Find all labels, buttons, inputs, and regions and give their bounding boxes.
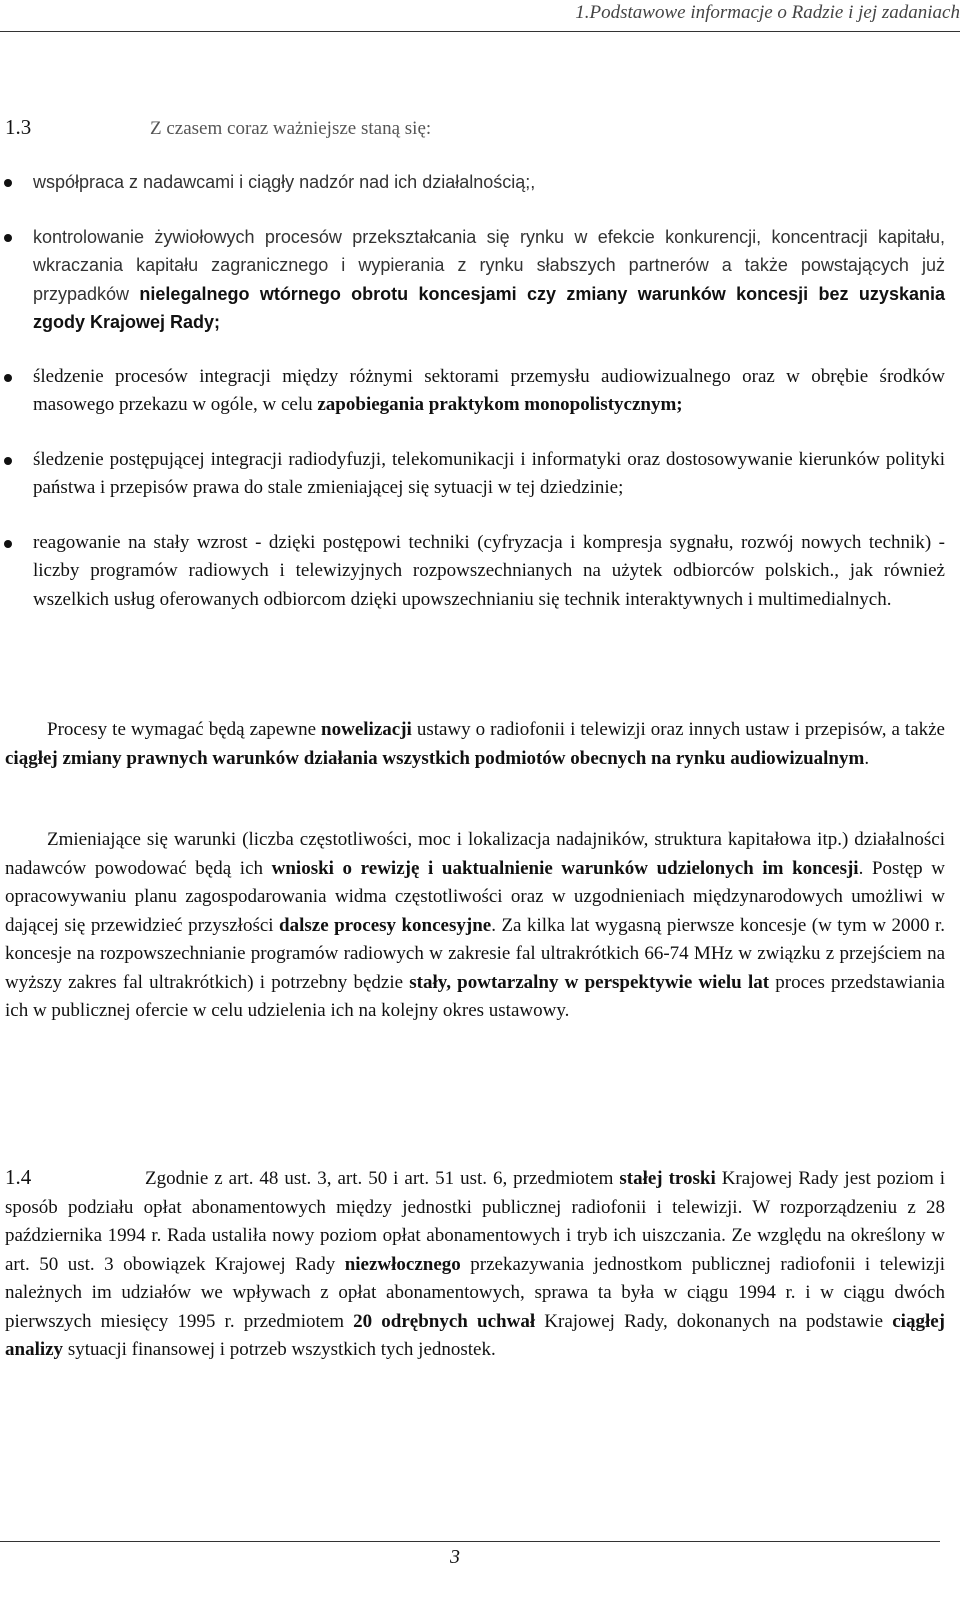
list-item-text: śledzenie postępującej integracji radiodyfuzji, telekomunikacji i informatyki oraz dostosowywanie kierunków polityki państwa i przepisów prawa do stale zmieniającej się sytuacji w tej dziedzinie;: [33, 448, 945, 498]
bullet-list: [0, 168, 945, 636]
section-1-4: [5, 1163, 945, 1365]
paragraph-text: .: [864, 747, 870, 769]
bullet-icon: [4, 457, 12, 465]
section-number: 1.3: [5, 115, 32, 139]
list-item: [0, 168, 945, 197]
bold-text: nowelizacji: [321, 719, 412, 740]
paragraph-text: ustawy o radiofonii i telewizji oraz innych ustaw i przepisów, a także: [411, 719, 945, 740]
section-heading-text: Z czasem coraz ważniejsze staną się:: [150, 118, 432, 139]
header-rule: [0, 31, 960, 32]
bullet-icon: [4, 234, 12, 242]
bold-text: ciągłej zmiany prawnych warunków działania wszystkich podmiotów obecnych na rynku audiowizualnym: [5, 747, 865, 769]
list-item: [0, 529, 945, 615]
list-item: [0, 446, 945, 503]
paragraph-text: Procesy te wymagać będą zapewne: [47, 719, 322, 740]
list-item-text: kontrolowanie żywiołowych procesów przekształcania się rynku w efekcie konkurencji, koncentracji kapitału, wkraczania kapitału zagranicznego i wypierania z rynku słabszych partnerów a także powstających już przypadków: [33, 226, 945, 304]
bold-text: stały, powtarzalny w perspektywie wielu lat: [409, 971, 770, 993]
paragraph-text: Zmieniające się warunki (liczba częstotliwości, moc i lokalizacja nadajników, struktura kapitałowa itp.) działalności nadawców powodować będą ich: [5, 829, 945, 879]
footer-rule: [0, 1541, 940, 1542]
paragraph-text: proces przedstawiania ich w publicznej ofercie w celu udzielenia ich na kolejny okres ustawowy.: [5, 971, 945, 1021]
paragraph-zmieniajace: [5, 826, 945, 1026]
list-item: [0, 223, 945, 337]
bold-text: 20 odrębnych uchwał: [353, 1310, 536, 1332]
list-item-bold-text: nielegalnego wtórnego obrotu koncesjami czy zmiany warunków koncesji bez uzyskania zgody Krajowej Rady;: [33, 283, 945, 332]
paragraph-text: przekazywania jednostkom publicznej radiofonii i telewizji należnych im udziałów we wpływach z opłat abonamentowych, sprawa ta była w ciągu 1994 r. i w ciągu dwóch pierwszych miesięcy 1995 r. przedmiotem: [5, 1253, 945, 1332]
section-1-3-heading: [5, 115, 945, 140]
bold-text: dalsze procesy koncesyjne: [279, 914, 492, 936]
list-item: [0, 363, 945, 420]
paragraph-text: Krajowej Rady jest poziom i sposób podziału opłat abonamentowych między jednostki publicznej radiofonii i telewizji. W rozporządzeniu z 28 października 1994 r. Rada ustaliła nowy poziom opłat abonamentowych i tryb ich uiszczania. Ze względu na określony w art. 50 ust. 3 obowiązek Krajowej Rady: [5, 1168, 945, 1275]
paragraph-text: Zgodnie z art. 48 ust. 3, art. 50 i art. 51 ust. 6, przedmiotem: [145, 1168, 620, 1189]
list-item-text: śledzenie procesów integracji między różnymi sektorami przemysłu audiowizualnego oraz w obrębie środków masowego przekazu w ogóle, w celu: [33, 365, 945, 415]
bold-text: stałej troski: [619, 1168, 716, 1189]
bullet-icon: [4, 179, 12, 187]
page-number: 3: [450, 1546, 460, 1568]
paragraph-text: sytuacji finansowej i potrzeb wszystkich tych jednostek.: [63, 1339, 496, 1360]
running-header: 1.Podstawowe informacje o Radzie i jej zadaniach: [575, 2, 960, 23]
list-item-text: współpraca z nadawcami i ciągły nadzór nad ich działalnością;,: [33, 172, 536, 192]
section-number: 1.4: [5, 1165, 32, 1189]
paragraph-text: . Postęp w opracowywaniu planu zagospodarowania widma częstotliwości oraz w uzgodnieniach międzynarodowych umożliwi w dającej się przewidzieć przyszłości: [5, 857, 945, 936]
bold-text: niezwłocznego: [344, 1253, 461, 1275]
list-item-text: reagowanie na stały wzrost - dzięki postępowi techniki (cyfryzacja i kompresja sygnału, rozwój nowych technik) - liczby programów radiowych i telewizyjnych rozpowszechnianych na użytek odbiorców polskich., jak również wszelkich usług oferowanych odbiorcom dzięki upowszechnianiu się technik interaktywnych i multimedialnych.: [33, 531, 945, 610]
paragraph-text: Krajowej Rady, dokonanych na podstawie: [535, 1310, 893, 1332]
paragraph-procesy: [5, 716, 945, 773]
list-item-bold-text: zapobiegania praktykom monopolistycznym;: [317, 394, 683, 415]
bold-text: ciągłej analizy: [5, 1310, 946, 1360]
paragraph-text: . Za kilka lat wygasną pierwsze koncesje (w tym w 2000 r. koncesje na rozpowszechnianie programów radiowych w zakresie fal ultrakrótkich 66-74 MHz w związku z przejściem na wyższy zakres fal ultrakrótkich) i potrzebny będzie: [5, 914, 945, 993]
bold-text: wnioski o rewizję i uaktualnienie warunków udzielonych im koncesji: [271, 857, 859, 879]
bullet-icon: [4, 374, 12, 382]
bullet-icon: [4, 540, 12, 548]
